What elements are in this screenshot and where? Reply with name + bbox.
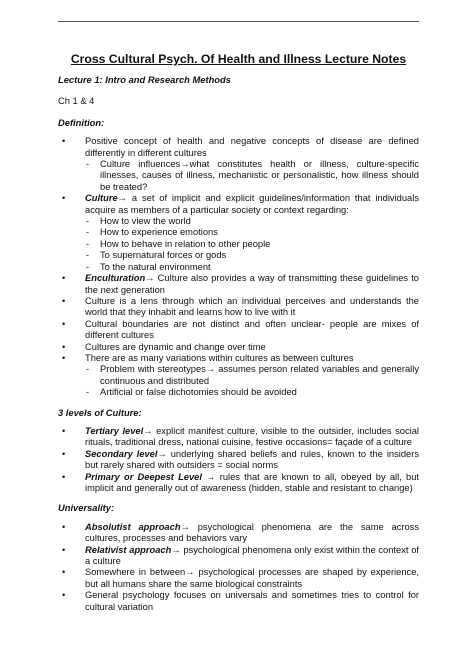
sub-list <box>85 364 419 398</box>
document-body <box>58 52 419 622</box>
bullet-text: underlying shared beliefs and rules, known to the insiders but rarely shared with outsiders = social norms <box>85 448 420 471</box>
list-item <box>58 193 419 273</box>
sub-list-item: - Problem with stereotypes→ assumes person related variables and generally continuous and distributed <box>85 364 419 387</box>
chapters-reference: Ch 1 & 4 <box>58 96 95 107</box>
term-label: Secondary level→ <box>85 448 167 459</box>
list-item <box>58 522 419 545</box>
term-label: Culture→ <box>85 193 128 204</box>
term-label: Tertiary level→ <box>85 425 153 436</box>
list-item: • Somewhere in between→ psychological processes are shaped by experience, but all humans share the same biological constraints <box>58 567 419 590</box>
lecture-heading: Lecture 1: Intro and Research Methods <box>58 75 231 85</box>
bullet-text: Culture also provides a way of transmitting these guidelines to the next generation <box>85 273 419 295</box>
term-label: Primary or Deepest Level → <box>85 471 216 482</box>
term-label: Relativist approach→ <box>85 544 181 555</box>
bullet-text: a set of implicit and explicit guidelines/information that individuals acquire as members of a particular society or context regarding: <box>85 193 419 215</box>
sub-list-item: - How to view the world <box>85 216 419 227</box>
sub-list-item: - To the natural environment <box>85 262 419 273</box>
bullet-text: There are as many variations within cultures as between cultures <box>85 352 354 363</box>
bullet-text: psychological phenomena only exist within the context of a culture <box>85 544 419 567</box>
list-item: • Cultures are dynamic and change over time <box>58 342 419 353</box>
list-item: • Culture is a lens through which an individual perceives and understands the world that they inhabit and learns how to live with it <box>58 296 419 319</box>
bullet-text: psychological phenomena are the same across cultures, processes and behaviors vary <box>85 521 419 544</box>
levels-list <box>58 426 419 494</box>
sub-list-item: - Artificial or false dichotomies should be avoided <box>85 387 419 398</box>
bullet-text: explicit manifest culture, visible to the outsider, includes social rituals, traditional dress, national cuisine, festive occasions= façade of a culture <box>85 425 419 448</box>
list-item: • General psychology focuses on universals and sometimes tries to control for cultural variation <box>58 590 419 613</box>
term-label: Enculturation→ <box>85 273 155 284</box>
sub-list-item: - To supernatural forces or gods <box>85 250 419 261</box>
sub-list-item: - How to behave in relation to other people <box>85 239 419 250</box>
sub-list-item: - Culture influences→what constitutes health or illness, culture-specific illnesses, causes of illness, mechanistic or personalistic, how illness should be treated? <box>85 159 419 193</box>
universality-list <box>58 522 419 613</box>
document-title: Cross Cultural Psych. Of Health and Illness Lecture Notes <box>70 52 407 66</box>
bullet-text: Positive concept of health and negative concepts of disease are defined differently in different cultures <box>85 136 419 158</box>
list-item <box>58 136 419 193</box>
list-item <box>58 545 419 568</box>
list-item <box>58 426 419 449</box>
bullet-text: rules that are known to all, obeyed by all, but implicit and generally out of awareness (hidden, stable and resistant to change) <box>85 471 419 493</box>
sub-list-item: - How to experience emotions <box>85 227 419 238</box>
list-item <box>58 353 419 399</box>
header-rule <box>58 21 419 22</box>
definition-list <box>58 136 419 398</box>
sub-list <box>85 159 419 193</box>
universality-heading: Universality: <box>58 503 115 514</box>
list-item: • Cultural boundaries are not distinct and often unclear- people are mixes of different cultures <box>58 319 419 342</box>
term-label: Absolutist approach→ <box>85 521 190 532</box>
definition-heading: Definition: <box>58 117 105 128</box>
sub-list <box>85 216 419 273</box>
levels-heading: 3 levels of Culture: <box>58 407 142 418</box>
list-item <box>58 472 419 495</box>
list-item <box>58 273 419 296</box>
list-item <box>58 449 419 472</box>
